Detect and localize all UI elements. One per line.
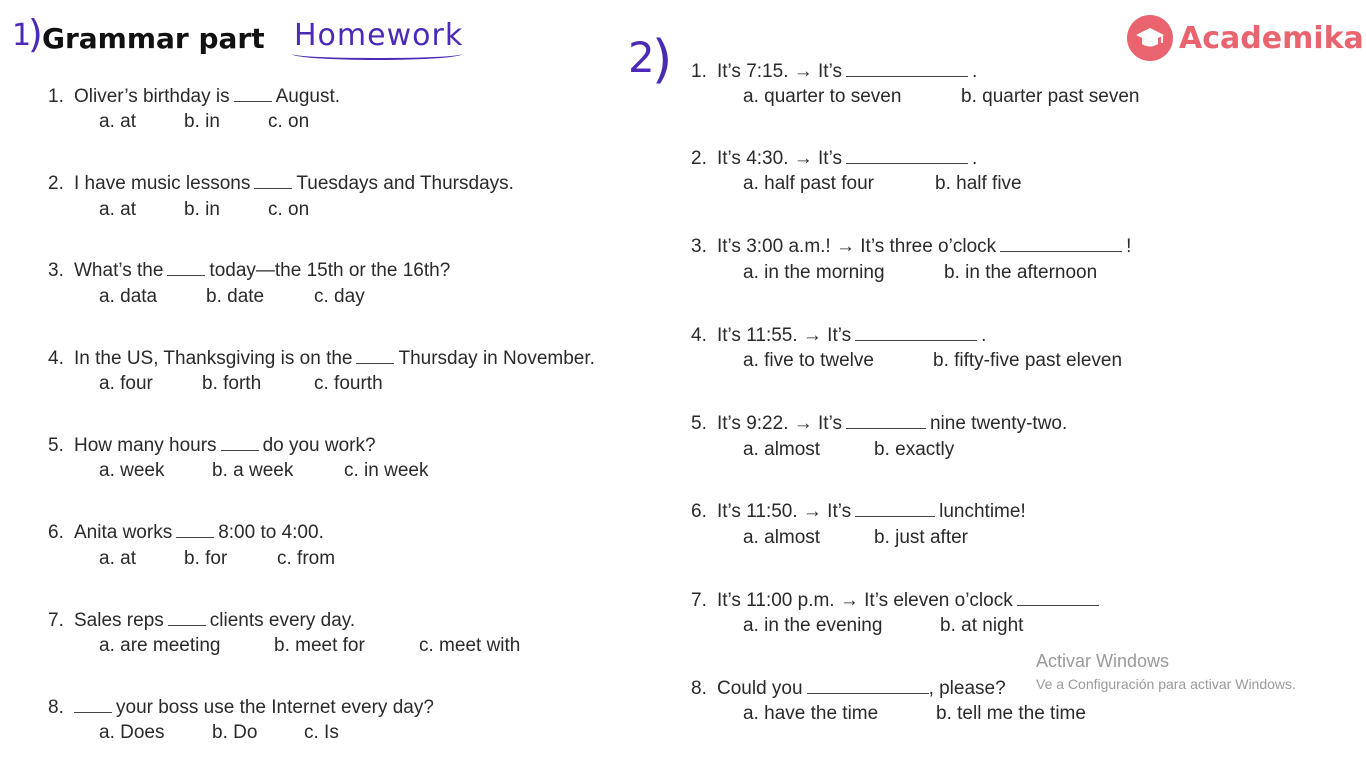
right-question-4 — [691, 320, 986, 348]
option-b[interactable]: b. in — [184, 111, 220, 132]
answer-blank[interactable] — [74, 692, 112, 713]
option-b[interactable]: b. half five — [935, 173, 1022, 194]
option-a[interactable]: a. four — [99, 373, 153, 394]
option-c[interactable]: c. from — [277, 548, 336, 569]
option-b[interactable]: b. forth — [202, 373, 262, 394]
answer-blank[interactable] — [168, 605, 206, 626]
question-number: 5. — [691, 413, 707, 434]
option-a[interactable]: a. half past four — [743, 173, 874, 194]
option-a[interactable]: a. have the time — [743, 703, 879, 724]
handwritten-paren-2: ) — [652, 30, 673, 90]
option-b[interactable]: b. exactly — [874, 439, 955, 460]
option-b[interactable]: b. meet for — [274, 635, 365, 656]
answer-blank[interactable] — [1000, 231, 1122, 252]
option-a[interactable]: a. at — [99, 199, 136, 220]
question-text: It’s 7:15. → It’s — [717, 61, 842, 82]
option-b[interactable]: b. in — [184, 199, 220, 220]
question-number: 8. — [691, 678, 707, 699]
option-b[interactable]: b. quarter past seven — [961, 86, 1140, 107]
question-number: 8. — [48, 697, 64, 718]
question-number: 6. — [691, 501, 707, 522]
logo-text: Academika — [1179, 20, 1364, 56]
question-text: Could you — [717, 678, 803, 699]
question-number: 7. — [691, 590, 707, 611]
question-text: Sales reps — [74, 610, 164, 631]
handwritten-homework-label: Homework — [294, 18, 464, 53]
option-b[interactable]: b. fifty-five past eleven — [933, 350, 1123, 371]
question-number: 3. — [691, 236, 707, 257]
question-text: your boss use the Internet every day? — [116, 697, 434, 718]
right-question-3 — [691, 231, 1131, 259]
handwritten-number-2: 2 — [628, 33, 655, 82]
option-b[interactable]: b. just after — [874, 527, 968, 548]
question-number: 5. — [48, 435, 64, 456]
right-question-8 — [691, 673, 1006, 701]
option-c[interactable]: c. meet with — [419, 635, 521, 656]
option-b[interactable]: b. a week — [212, 460, 294, 481]
option-b[interactable]: b. Do — [212, 722, 258, 743]
question-text: clients every day. — [209, 610, 356, 631]
handwritten-paren-1: ) — [28, 12, 43, 56]
left-question-6 — [48, 517, 324, 545]
right-options-8 — [743, 702, 1086, 726]
question-text: Anita works — [74, 522, 173, 543]
question-text: How many hours — [74, 435, 217, 456]
option-c[interactable]: c. Is — [304, 722, 339, 743]
right-question-7 — [691, 585, 1103, 613]
option-b[interactable]: b. date — [206, 286, 265, 307]
left-question-4 — [48, 343, 595, 371]
option-a[interactable]: a. at — [99, 548, 136, 569]
right-options-3 — [743, 261, 1097, 285]
question-text: Thursday in November. — [398, 348, 595, 369]
question-text: It’s 9:22. → It’s — [717, 413, 842, 434]
question-text: It’s 11:00 p.m. → It’s eleven o’clock — [717, 590, 1013, 611]
question-text: It’s 4:30. → It’s — [717, 148, 842, 169]
left-question-1 — [48, 81, 340, 109]
windows-activation-watermark-title: Activar Windows — [1036, 651, 1170, 671]
left-question-3 — [48, 255, 450, 283]
left-options-8 — [99, 721, 339, 745]
answer-blank[interactable] — [846, 56, 968, 77]
answer-blank[interactable] — [234, 81, 272, 102]
option-b[interactable]: b. in the afternoon — [944, 262, 1098, 283]
question-text: Oliver’s birthday is — [74, 86, 230, 107]
page-title: Grammar part — [42, 22, 265, 55]
option-a[interactable]: a. data — [99, 286, 158, 307]
question-text: lunchtime! — [939, 501, 1026, 522]
question-text: August. — [275, 86, 341, 107]
option-c[interactable]: c. on — [268, 111, 310, 132]
left-question-5 — [48, 430, 376, 458]
question-number: 1. — [48, 86, 64, 107]
option-a[interactable]: a. at — [99, 111, 136, 132]
option-a[interactable]: a. are meeting — [99, 635, 221, 656]
option-a[interactable]: a. in the morning — [743, 262, 885, 283]
right-options-5 — [743, 438, 954, 462]
graduation-cap-icon — [1127, 15, 1173, 61]
answer-blank[interactable] — [356, 343, 394, 364]
right-options-6 — [743, 526, 968, 550]
answer-blank[interactable] — [846, 143, 968, 164]
answer-blank[interactable] — [221, 430, 259, 451]
answer-blank[interactable] — [855, 496, 935, 517]
right-options-4 — [743, 349, 1122, 373]
option-b[interactable]: b. for — [184, 548, 228, 569]
right-question-6 — [691, 496, 1026, 524]
question-text: . — [981, 325, 987, 346]
answer-blank[interactable] — [176, 517, 214, 538]
left-options-5 — [99, 459, 428, 483]
option-a[interactable]: a. Does — [99, 722, 165, 743]
option-a[interactable]: a. week — [99, 460, 165, 481]
right-options-1 — [743, 85, 1140, 109]
option-a[interactable]: a. five to twelve — [743, 350, 874, 371]
question-text: In the US, Thanksgiving is on the — [74, 348, 353, 369]
option-a[interactable]: a. quarter to seven — [743, 86, 902, 107]
answer-blank[interactable] — [855, 320, 977, 341]
left-options-3 — [99, 285, 365, 309]
question-number: 3. — [48, 260, 64, 281]
question-text: It’s 3:00 a.m.! → It’s three o’clock — [717, 236, 997, 257]
question-text: It’s 11:50. → It’s — [717, 501, 852, 522]
question-number: 2. — [48, 173, 64, 194]
question-text: . — [971, 148, 978, 169]
left-question-2 — [48, 168, 514, 196]
left-options-7 — [99, 634, 520, 658]
answer-blank[interactable] — [254, 168, 292, 189]
option-b[interactable]: b. at night — [940, 615, 1024, 636]
option-c[interactable]: c. fourth — [314, 373, 383, 394]
right-question-1 — [691, 56, 977, 84]
question-number: 6. — [48, 522, 64, 543]
question-text: ! — [1126, 236, 1132, 257]
answer-blank[interactable] — [807, 673, 929, 694]
question-text: . — [971, 61, 978, 82]
question-number: 4. — [48, 348, 64, 369]
question-text: What’s the — [74, 260, 164, 281]
question-number: 7. — [48, 610, 64, 631]
left-question-7 — [48, 605, 355, 633]
question-text: nine twenty-two. — [929, 413, 1068, 434]
option-a[interactable]: a. in the evening — [743, 615, 883, 636]
question-number: 2. — [691, 148, 707, 169]
option-a[interactable]: a. almost — [743, 439, 821, 460]
question-text: I have music lessons — [74, 173, 251, 194]
answer-blank[interactable] — [1017, 585, 1099, 606]
handwritten-underline — [292, 48, 462, 60]
option-a[interactable]: a. almost — [743, 527, 821, 548]
right-question-5 — [691, 408, 1067, 436]
left-options-6 — [99, 547, 335, 571]
left-options-2 — [99, 198, 309, 222]
academika-logo — [1127, 15, 1364, 61]
option-c[interactable]: c. in week — [344, 460, 429, 481]
question-text: do you work? — [262, 435, 376, 456]
handwritten-number-1: 1 — [12, 18, 32, 53]
option-b[interactable]: b. tell me the time — [936, 703, 1086, 724]
question-number: 1. — [691, 61, 707, 82]
question-text: It’s 11:55. → It’s — [717, 325, 852, 346]
answer-blank[interactable] — [846, 408, 926, 429]
question-text: , please? — [928, 678, 1006, 699]
question-text: 8:00 to 4:00. — [218, 522, 324, 543]
windows-activation-watermark-subtitle: Ve a Configuración para activar Windows. — [1036, 676, 1296, 692]
left-options-1 — [99, 110, 309, 134]
answer-blank[interactable] — [167, 255, 205, 276]
option-c[interactable]: c. on — [268, 199, 310, 220]
question-number: 4. — [691, 325, 707, 346]
right-question-2 — [691, 143, 977, 171]
question-text: today—the 15th or the 16th? — [209, 260, 451, 281]
right-options-7 — [743, 614, 1023, 638]
question-text: Tuesdays and Thursdays. — [296, 173, 514, 194]
right-options-2 — [743, 172, 1022, 196]
option-c[interactable]: c. day — [314, 286, 365, 307]
left-options-4 — [99, 372, 383, 396]
left-question-8 — [48, 692, 434, 720]
